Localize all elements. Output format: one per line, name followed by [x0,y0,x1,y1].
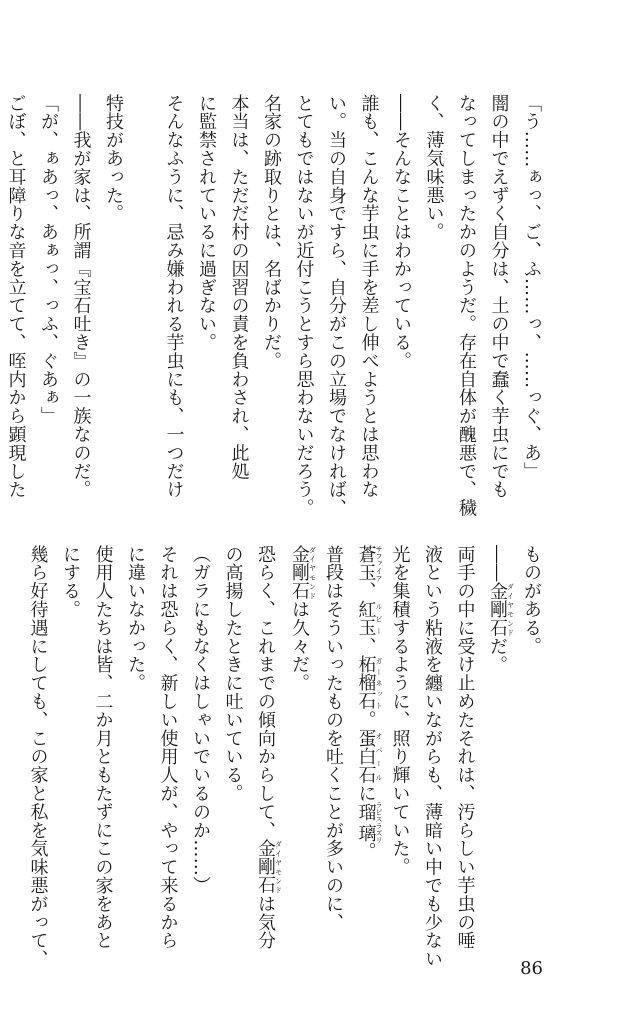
ruby-reading: ダイヤモンド [274,839,283,895]
text-line: ものがある。 [521,545,542,656]
text-line: 普段はそういったものを吐くことが多いのに、 [323,545,344,932]
punctuation: 。 [355,710,377,730]
text-line: 「が、ぁあっ、あぁっ、っふ、ぐあぁ」 [38,94,59,426]
ruby-base: 金剛石 [487,581,508,638]
punctuation: 、 [355,581,377,601]
text-line: い。当の自身ですら、自分がこの立場でなければ、 [326,94,347,518]
text-line: に違いなかった。 [125,545,146,693]
ruby-base: 柘榴石 [355,655,377,711]
punctuation: に [355,784,377,803]
ruby-base: 金剛石 [255,839,276,895]
text-line: 「う……ぁっ、ご、ふ……っ、……っぐ、あ」 [521,94,542,481]
ruby-word [355,655,383,711]
ruby-reading: ダイヤモンド [506,581,515,638]
text-line: そんなふうに、忌み嫌われる芋虫にも、一つだけ [163,94,185,499]
ruby-reading: オパール [375,729,383,785]
ruby-base: 蛋白石 [355,729,377,785]
text-line: 液という粘液を纏いながらも、薄暗い中でも少ない [422,545,443,969]
punctuation: 。 [355,842,377,861]
text-line: 幾ら好待遇にしても、この家と私を気味悪がって、 [27,545,49,969]
text-line [249,545,283,975]
text-line: 使用人たちは皆、二か月ともたずにこの家をあと [92,545,114,950]
ruby-base: 紅玉 [355,600,377,638]
ruby-reading: ダイヤモンド [308,545,317,601]
text-line: 特技があった。 [103,94,124,223]
ruby-word [355,545,383,582]
ruby-reading: ラピスラズリ [375,801,383,844]
text-line: ごぼ、と耳障りな音を立てて、咥内から顕現した [5,94,27,499]
dash-text: ―― [487,545,508,582]
text-line: それは恐らく、新しい使用人が、やって来るから [157,545,179,950]
text-line: 光を集積するように、照り輝いていた。 [389,545,411,877]
text-line: 闇の中でえずく自分は、土の中で蠢く芋虫にでも [488,94,510,499]
ruby-word [255,839,283,895]
text-line: 両手の中に受け止めたそれは、汚らしい芋虫の唾 [454,545,476,950]
line-tail: は気分 [255,894,276,950]
text-line [349,545,383,975]
text-line: とてもではないが近付こうとすら思わないだろう。 [293,94,315,518]
ruby-reading: サファイア [375,545,383,582]
text-line: 名家の跡取りとは、名ばかりだ。 [261,94,282,370]
ruby-word [355,600,383,638]
text-line: に監禁されているに過ぎない。 [196,94,217,352]
ruby-reading: ガーネット [375,655,383,711]
punctuation: 、 [355,637,377,656]
line-head: 恐らく、これまでの傾向からして、 [255,545,276,840]
ruby-reading: ルビー [375,600,383,638]
ruby-word [355,729,383,785]
text-line [283,545,317,975]
text-line: ――我が家は、所謂『宝石吐き』の一族なのだ。 [70,94,92,499]
text-line: く、薄気味悪い。 [423,94,445,242]
text-line: の高揚したときに吐いている。 [222,545,244,803]
text-line [481,545,515,975]
text-block-top [0,94,547,524]
line-tail: だ。 [487,637,508,674]
ruby-word [355,801,383,844]
line-tail: は久々だ。 [289,600,310,693]
text-line: ――そんなことはわかっている。 [391,94,412,370]
text-line: 本当は、ただだ村の因習の責を負わされ、此処 [228,94,250,481]
text-line: （ガラにもなくはしゃいでいるのか……） [190,545,211,895]
text-line: 誰も、こんな芋虫に手を差し伸べようとは思わな [358,94,380,499]
page-number: 86 [520,958,543,979]
text-line: にする。 [60,545,81,619]
ruby-base: 金剛石 [289,545,310,601]
ruby-base: 瑠璃 [355,801,377,844]
text-block-bottom [21,545,547,975]
ruby-word [487,581,515,638]
ruby-base: 蒼玉 [355,545,377,582]
text-line: なってしまったかのようだ。存在自体が醜悪で、穢 [456,94,477,518]
ruby-word [289,545,317,601]
